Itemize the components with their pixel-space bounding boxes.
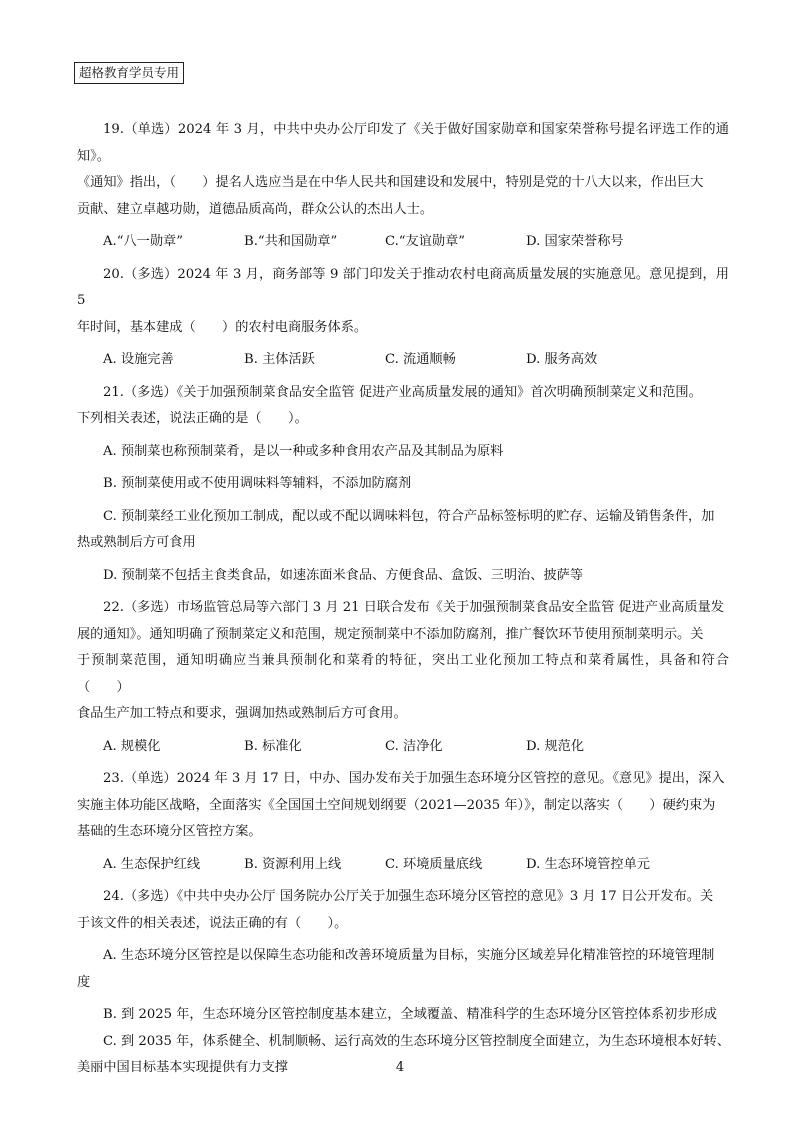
option-c-continued: 热或熟制后方可食用 [77, 535, 196, 550]
option-c: C.“友谊勋章” [385, 234, 466, 249]
option-b: B. 资源利用上线 [244, 856, 342, 872]
question-text-line: 食品生产加工特点和要求，强调加热或熟制后方可食用。 [77, 706, 407, 721]
question-text-line: 《通知》指出，（ ）提名人选应当是在中华人民共和国建设和发展中，特别是党的十八大以来，作出巨大 [77, 175, 704, 190]
option-row [77, 347, 729, 374]
question-text-line: 展的通知》。通知明确了预制菜定义和范围，规定预制菜中不添加防腐剂，推广餐饮环节使用预制菜明示。关 [77, 626, 704, 642]
header-tag: 超格教育学员专用 [74, 62, 184, 84]
question-text-line: 23.（单选）2024 年 3 月 17 日，中办、国办发布关于加强生态环境分区管控的意见。《意见》提出，深入 [103, 771, 725, 786]
option-d: D. 规范化 [526, 738, 585, 754]
question-list [77, 117, 729, 1082]
question-text-line: 20.（多选）2024 年 3 月，商务部等 9 部门印发关于推动农村电商高质量发展的实施意见。意见提到，用 5 [77, 266, 729, 308]
option-row [77, 734, 729, 761]
question-text-line: 下列相关表述，说法正确的是（ ）。 [77, 411, 308, 426]
option-a: A. 预制菜也称预制菜肴，是以一种或多种食用农产品及其制品为原料 [103, 443, 504, 459]
option-a: A. 设施完善 [103, 352, 174, 367]
option-a-continued: 度 [77, 974, 91, 990]
question-21 [77, 380, 729, 596]
option-c-continued: 美丽中国目标基本实现提供有力支撑 [77, 1060, 288, 1075]
option-row [77, 229, 729, 256]
option-d: D. 国家荣誉称号 [526, 234, 624, 249]
option-b: B. 标准化 [244, 738, 302, 754]
question-text-line: 22.（多选）市场监管总局等六部门 3 月 21 日联合发布《关于加强预制菜食品安全监管 促进产业高质量发 [103, 600, 724, 615]
option-c: C. 洁净化 [385, 738, 443, 754]
option-a: A. 生态环境分区管控是以保障生态功能和改善环境质量为目标，实施分区域差异化精准管控的环境管理制 [103, 948, 715, 963]
question-text-line: 实施主体功能区战略，全面落实《全国国土空间规划纲要（2021—2035 年）》，制定以落实（ ）硬约束为 [77, 797, 716, 813]
option-c: C. 到 2035 年，体系健全、机制顺畅、运行高效的生态环境分区管控制度全面建立，为生态环境根本好转、 [103, 1033, 731, 1049]
question-text-line: 于该文件的相关表述，说法正确的有（ ）。 [77, 915, 348, 931]
question-text-line: 贡献、建立卓越功勋，道德品质高尚，群众公认的杰出人士。 [77, 201, 434, 217]
question-20 [77, 262, 729, 380]
question-text-line: 于预制菜范围，通知明确应当兼具预制化和菜肴的特征，突出工业化预加工特点和菜肴属性，具备和符合（ ） [77, 653, 729, 695]
option-c: C. 环境质量底线 [385, 856, 483, 872]
page-number: 4 [395, 1060, 405, 1075]
option-d: D. 生态环境管控单元 [526, 856, 650, 872]
option-c: C. 流通顺畅 [385, 352, 456, 367]
option-a: A.“八一勋章” [103, 234, 183, 249]
question-text-line: 21.（多选）《关于加强预制菜食品安全监管 促进产业高质量发展的通知》首次明确预制菜定义和范围。 [103, 384, 702, 400]
question-23 [77, 766, 729, 884]
option-c: C. 预制菜经工业化预加工制成，配以或不配以调味料包，符合产品标签标明的贮存、运输及销售条件，加 [103, 508, 715, 524]
question-text-line: 年时间，基本建成（ ）的农村电商服务体系。 [77, 319, 368, 335]
option-a: A. 生态保护红线 [103, 856, 201, 872]
option-b: B.“共和国勋章” [244, 234, 338, 249]
option-d: D. 服务高效 [526, 352, 598, 367]
option-b: B. 预制菜使用或不使用调味料等辅料，不添加防腐剂 [103, 476, 412, 491]
question-24 [77, 884, 729, 1082]
question-22 [77, 595, 729, 766]
option-b: B. 到 2025 年，生态环境分区管控制度基本建立，全域覆盖、精准科学的生态环境分区管控体系初步形成 [103, 1007, 717, 1022]
question-text-line: 19.（单选）2024 年 3 月，中共中央办公厅印发了《关于做好国家勋章和国家荣誉称号提名评选工作的通知》。 [77, 122, 729, 164]
option-a: A. 规模化 [103, 738, 161, 754]
question-text-line: 24.（多选）《中共中央办公厅 国务院办公厅关于加强生态环境分区管控的意见》3 月 17 日公开发布。关 [103, 889, 714, 904]
option-d: D. 预制菜不包括主食类食品，如速冻面米食品、方便食品、盒饭、三明治、披萨等 [103, 567, 584, 583]
option-row [77, 852, 729, 879]
question-19 [77, 117, 729, 262]
question-text-line: 基础的生态环境分区管控方案。 [77, 824, 262, 839]
option-b: B. 主体活跃 [244, 352, 315, 367]
